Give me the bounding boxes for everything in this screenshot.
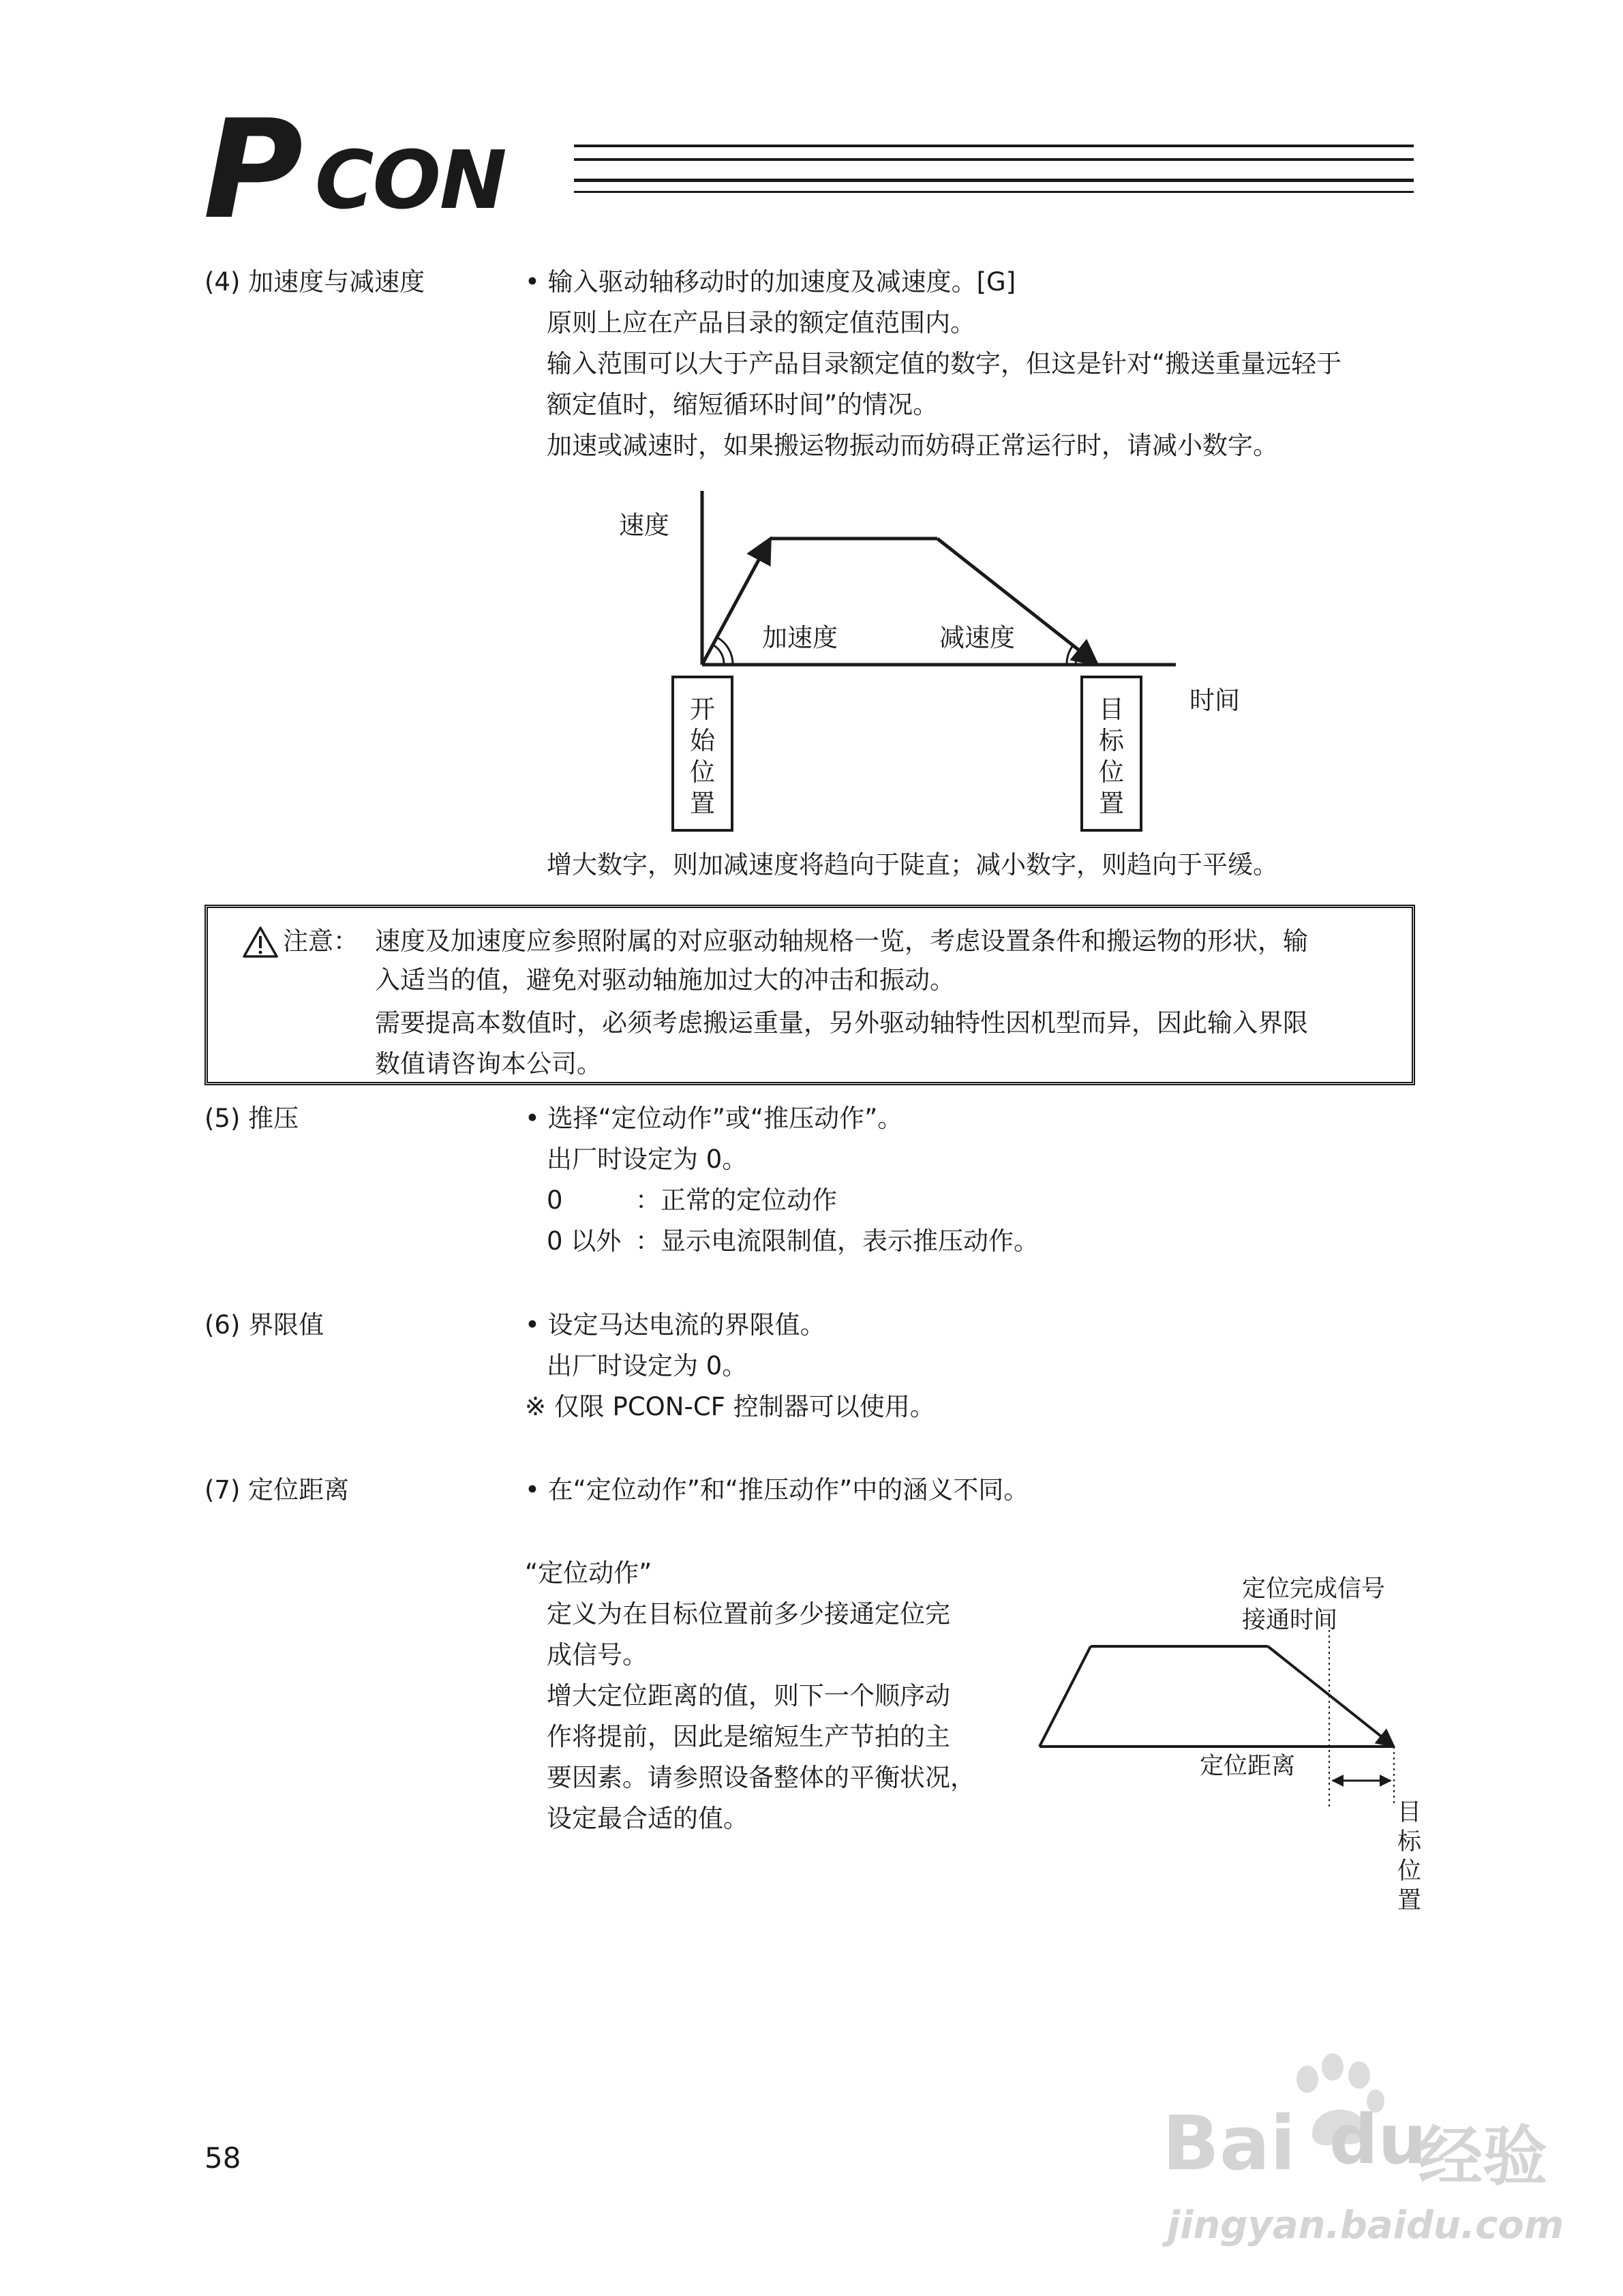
section-4-line-3: 输入范围可以大于产品目录额定值的数字，但这是针对“搬送重量远轻于: [547, 349, 1342, 378]
start-box-char-2: 始: [690, 726, 715, 755]
distance-label: 定位距离: [1200, 1753, 1296, 1780]
watermark-cn: 经验: [1418, 2119, 1548, 2194]
section-4-label: (4) 加速度与减速度: [204, 267, 425, 297]
x-axis-label: 时间: [1189, 686, 1240, 715]
start-box-char-3: 位: [690, 757, 715, 787]
signal-label-2: 接通时间: [1242, 1607, 1338, 1634]
section-4-note: 增大数字，则加减速度将趋向于陡直；减小数字，则趋向于平缓。: [547, 850, 1278, 879]
y-axis-label: 速度: [619, 511, 669, 540]
trap-rise: [1040, 1646, 1091, 1747]
caution-line-1: 速度及加速度应参照附属的对应驱动轴规格一览，考虑设置条件和搬运物的形状，输: [375, 926, 1308, 956]
section-7-sub-line-2: 成信号。: [547, 1640, 648, 1670]
page-number: 58: [204, 2141, 241, 2175]
section-6-line-2: 出厂时设定为 0。: [547, 1351, 748, 1380]
section-5-row-2-key: 0 以外: [547, 1226, 622, 1256]
section-7-sub-line-5: 要因素。请参照设备整体的平衡状况，: [547, 1763, 975, 1792]
target-char-2: 标: [1397, 1828, 1422, 1856]
watermark-brand-2: du: [1329, 2100, 1427, 2179]
start-box-char-1: 开: [690, 695, 715, 724]
decel-label: 减速度: [939, 623, 1015, 652]
target-char-1: 目: [1397, 1799, 1422, 1826]
signal-label-1: 定位完成信号: [1242, 1575, 1386, 1603]
logo-con: CON: [315, 133, 506, 227]
section-7-subtitle: “定位动作”: [525, 1558, 652, 1588]
section-7-sub-line-6: 设定最合适的值。: [547, 1804, 748, 1833]
section-7-label: (7) 定位距离: [204, 1475, 350, 1505]
target-char-3: 位: [1397, 1858, 1422, 1885]
section-5-label: (5) 推压: [204, 1104, 299, 1133]
section-7-sub-line-3: 增大定位距离的值，则下一个顺序动: [547, 1681, 950, 1710]
section-5-line-2: 出厂时设定为 0。: [547, 1145, 748, 1174]
section-6-line-1: • 设定马达电流的界限值。: [525, 1310, 825, 1340]
section-5-line-1: • 选择“定位动作”或“推压动作”。: [525, 1104, 903, 1133]
watermark-url: jingyan.baidu.com: [1167, 2203, 1564, 2248]
section-4-line-2: 原则上应在产品目录的额定值范围内。: [547, 308, 975, 337]
section-4-line-5: 加速或减速时，如果搬运物振动而妨碍正常运行时，请减小数字。: [547, 431, 1278, 460]
section-7-sub-line-4: 作将提前，因此是缩短生产节拍的主: [547, 1722, 950, 1751]
caution-label: 注意：: [283, 926, 359, 956]
section-6-line-3: ※ 仅限 PCON-CF 控制器可以使用。: [525, 1392, 935, 1421]
section-4-line-4: 额定值时，缩短循环时间”的情况。: [547, 390, 939, 419]
target-char-4: 置: [1397, 1887, 1422, 1914]
target-box-char-3: 位: [1099, 757, 1124, 787]
caution-line-3: 需要提高本数值时，必须考虑搬运重量，另外驱动轴特性因机型而异，因此输入界限: [375, 1008, 1308, 1038]
section-7-line-1: • 在“定位动作”和“推压动作”中的涵义不同。: [525, 1475, 1029, 1505]
start-box-char-4: 置: [690, 789, 715, 818]
section-4-line-1: • 输入驱动轴移动时的加速度及减速度。[G]: [525, 267, 1016, 297]
caution-line-4: 数值请咨询本公司。: [375, 1049, 602, 1078]
caution-line-2: 入适当的值，避免对驱动轴施加过大的冲击和振动。: [375, 965, 955, 995]
section-5-row-2-value: ：显示电流限制值，表示推压动作。: [635, 1226, 1039, 1256]
section-6-label: (6) 界限值: [204, 1310, 324, 1340]
accel-label: 加速度: [762, 623, 838, 652]
section-7-sub-line-1: 定义为在目标位置前多少接通定位完: [547, 1599, 950, 1629]
target-box-char-1: 目: [1099, 695, 1124, 724]
section-5-row-1-value: ：正常的定位动作: [635, 1185, 837, 1215]
trap-fall: [1268, 1646, 1394, 1747]
target-box-char-4: 置: [1099, 789, 1124, 818]
section-5-row-1-key: 0: [547, 1185, 563, 1215]
watermark-brand: Bai: [1162, 2100, 1296, 2187]
target-box-char-2: 标: [1099, 726, 1124, 755]
logo-p: P: [203, 91, 301, 250]
